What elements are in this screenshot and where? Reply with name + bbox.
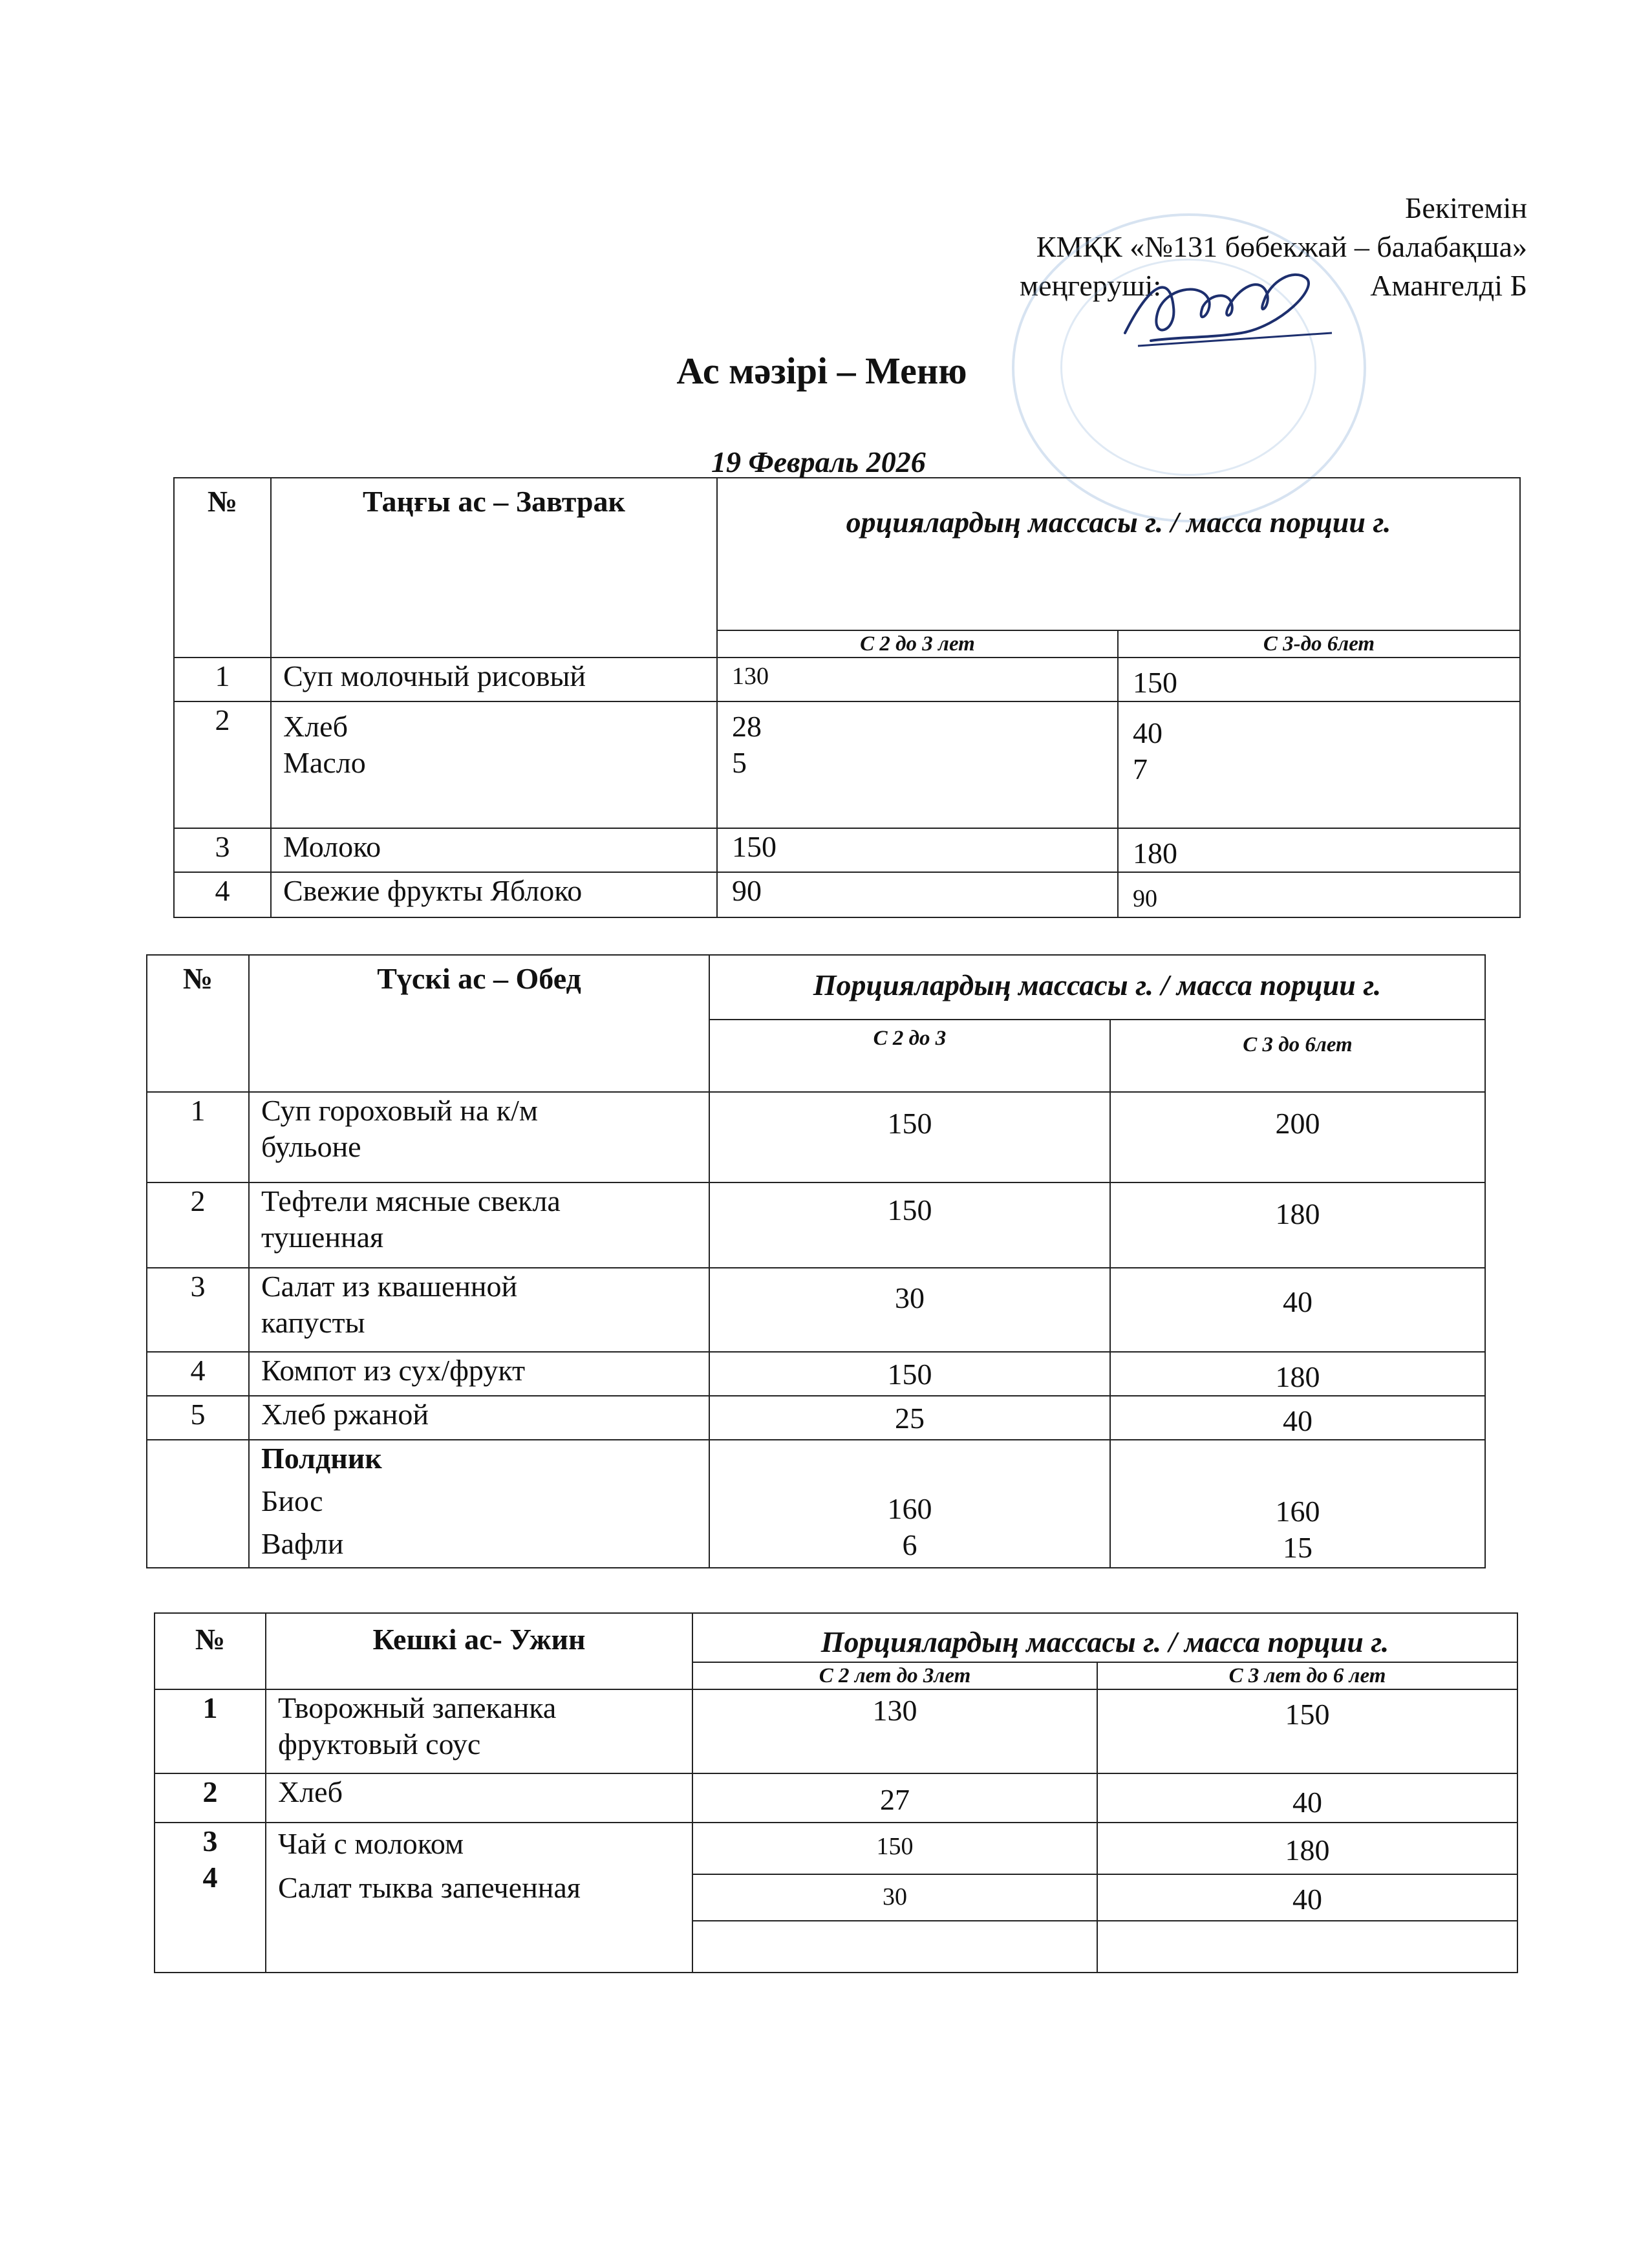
dish-name: Компот из сух/фрукт — [249, 1352, 709, 1396]
portion-age-1: 30 — [692, 1874, 1097, 1921]
row-number: 2 — [147, 1182, 249, 1268]
portion-value: 28 — [732, 710, 762, 743]
portion-age-1: 130 — [717, 658, 1118, 701]
row-number: 3 — [174, 828, 271, 872]
portion-age-1: 27 — [692, 1773, 1097, 1823]
empty-cell — [692, 1921, 1097, 1973]
breakfast-age-2: С 3-до 6лет — [1118, 630, 1520, 658]
portion-age-2: 180 — [1118, 828, 1520, 872]
portion-age-2: 90 — [1118, 872, 1520, 917]
table-row — [155, 1773, 1517, 1823]
portion-age-1 — [717, 701, 1118, 828]
portion-age-1: 30 — [709, 1268, 1110, 1352]
row-number — [147, 1440, 249, 1568]
portion-age-2: 40 — [1097, 1773, 1517, 1823]
row-number: 4 — [174, 872, 271, 917]
row-number-value: 3 — [202, 1824, 218, 1857]
lunch-col-name: Түскі ас – Обед — [249, 955, 709, 1092]
dinner-table — [154, 1612, 1518, 1973]
row-number: 1 — [155, 1689, 266, 1773]
portion-age-1: 150 — [717, 828, 1118, 872]
approval-head-name: Амангелді Б — [1370, 269, 1527, 302]
breakfast-col-mass: орциялардың массасы г. / масса порции г. — [717, 478, 1520, 630]
table-row — [174, 828, 1520, 872]
breakfast-table — [173, 477, 1521, 918]
row-number: 1 — [174, 658, 271, 701]
table-row — [147, 1182, 1485, 1268]
table-row — [147, 1440, 1485, 1568]
portion-age-1 — [709, 1440, 1110, 1568]
portion-age-2: 150 — [1097, 1689, 1517, 1773]
portion-age-1: 90 — [717, 872, 1118, 917]
approval-organization: КМҚК «№131 бөбекжай – балабақша» — [1036, 230, 1527, 263]
portion-age-2: 40 — [1110, 1396, 1485, 1440]
dish-name-line: Суп гороховый на к/м — [261, 1094, 538, 1127]
breakfast-col-num: № — [174, 478, 271, 658]
dish-name — [249, 1092, 709, 1182]
table-row — [174, 658, 1520, 701]
snack-block — [249, 1440, 709, 1568]
page-title: Ас мәзірі – Меню — [676, 350, 967, 392]
dish-name-line: бульоне — [261, 1130, 361, 1163]
table-row — [147, 1396, 1485, 1440]
breakfast-age-1: С 2 до 3 лет — [717, 630, 1118, 658]
table-row — [155, 1823, 1517, 1874]
table-row — [174, 701, 1520, 828]
snack-title: Полдник — [261, 1442, 382, 1475]
table-row — [174, 872, 1520, 917]
portion-age-1: 150 — [709, 1092, 1110, 1182]
portion-value: 15 — [1283, 1531, 1312, 1564]
portion-age-2: 180 — [1110, 1182, 1485, 1268]
portion-age-2: 180 — [1110, 1352, 1485, 1396]
dish-name-line: Тефтели мясные свекла — [261, 1184, 561, 1217]
row-number: 3 — [147, 1268, 249, 1352]
row-number: 1 — [147, 1092, 249, 1182]
dish-name — [266, 1823, 692, 1973]
portion-value: 5 — [732, 746, 747, 779]
approval-head-label: меңгеруші: — [1020, 269, 1162, 302]
portion-age-2: 150 — [1118, 658, 1520, 701]
dinner-age-1: С 2 лет до 3лет — [692, 1662, 1097, 1689]
portion-age-2: 40 — [1110, 1268, 1485, 1352]
dinner-col-num: № — [155, 1613, 266, 1689]
portion-age-2 — [1118, 701, 1520, 828]
portion-age-2: 200 — [1110, 1092, 1485, 1182]
table-row — [147, 1268, 1485, 1352]
portion-value: 160 — [1275, 1495, 1320, 1528]
table-row — [155, 1689, 1517, 1773]
lunch-table — [146, 954, 1486, 1568]
dish-name-line: Салат тыква запеченная — [278, 1871, 581, 1904]
menu-date: 19 Февраль 2026 — [711, 445, 926, 478]
lunch-col-num: № — [147, 955, 249, 1092]
dish-name: Суп молочный рисовый — [271, 658, 717, 701]
portion-value: 6 — [902, 1528, 917, 1561]
portion-age-1: 150 — [692, 1823, 1097, 1874]
portion-age-1: 150 — [709, 1182, 1110, 1268]
lunch-age-2: С 3 до 6лет — [1110, 1020, 1485, 1092]
dish-name-line: Творожный запеканка — [278, 1691, 557, 1724]
dish-name-line: Хлеб — [283, 710, 348, 743]
portion-value: 160 — [887, 1492, 932, 1525]
portion-age-1: 150 — [709, 1352, 1110, 1396]
row-number: 4 — [147, 1352, 249, 1396]
lunch-age-1: С 2 до 3 — [709, 1020, 1110, 1092]
dinner-col-name: Кешкі ас- Ужин — [266, 1613, 692, 1689]
dish-name — [249, 1182, 709, 1268]
dish-name-line: Салат из квашенной — [261, 1270, 518, 1303]
breakfast-col-name: Таңғы ас – Завтрак — [271, 478, 717, 658]
dish-name-line: Масло — [283, 746, 366, 779]
dish-name — [266, 1689, 692, 1773]
portion-value: 7 — [1133, 753, 1148, 786]
signature-icon — [1112, 255, 1345, 359]
table-row — [147, 1352, 1485, 1396]
row-number-value: 4 — [202, 1861, 218, 1894]
dish-name-line: Чай с молоком — [278, 1827, 464, 1860]
row-number: 5 — [147, 1396, 249, 1440]
dish-name-line: тушенная — [261, 1221, 384, 1254]
dish-name-line: фруктовый соус — [278, 1728, 481, 1760]
empty-cell — [1097, 1921, 1517, 1973]
lunch-col-mass: Порциялардың массасы г. / масса порции г. — [709, 955, 1485, 1020]
dinner-col-mass: Порциялардың массасы г. / масса порции г. — [692, 1613, 1517, 1662]
row-number: 2 — [174, 701, 271, 828]
portion-value: 40 — [1133, 716, 1162, 749]
dinner-age-2: С 3 лет до 6 лет — [1097, 1662, 1517, 1689]
dish-name: Хлеб ржаной — [249, 1396, 709, 1440]
dish-name — [271, 701, 717, 828]
table-row — [147, 1092, 1485, 1182]
row-number: 2 — [155, 1773, 266, 1823]
dish-name-line: капусты — [261, 1306, 365, 1339]
dish-name-line: Вафли — [261, 1527, 344, 1560]
portion-age-1: 25 — [709, 1396, 1110, 1440]
portion-age-1: 130 — [692, 1689, 1097, 1773]
row-number — [155, 1823, 266, 1973]
dish-name — [249, 1268, 709, 1352]
portion-age-2: 180 — [1097, 1823, 1517, 1874]
dish-name: Хлеб — [266, 1773, 692, 1823]
approval-title: Бекітемін — [1405, 191, 1527, 224]
dish-name: Свежие фрукты Яблоко — [271, 872, 717, 917]
portion-age-2: 40 — [1097, 1874, 1517, 1921]
portion-age-2 — [1110, 1440, 1485, 1568]
dish-name: Молоко — [271, 828, 717, 872]
dish-name-line: Биос — [261, 1484, 323, 1517]
